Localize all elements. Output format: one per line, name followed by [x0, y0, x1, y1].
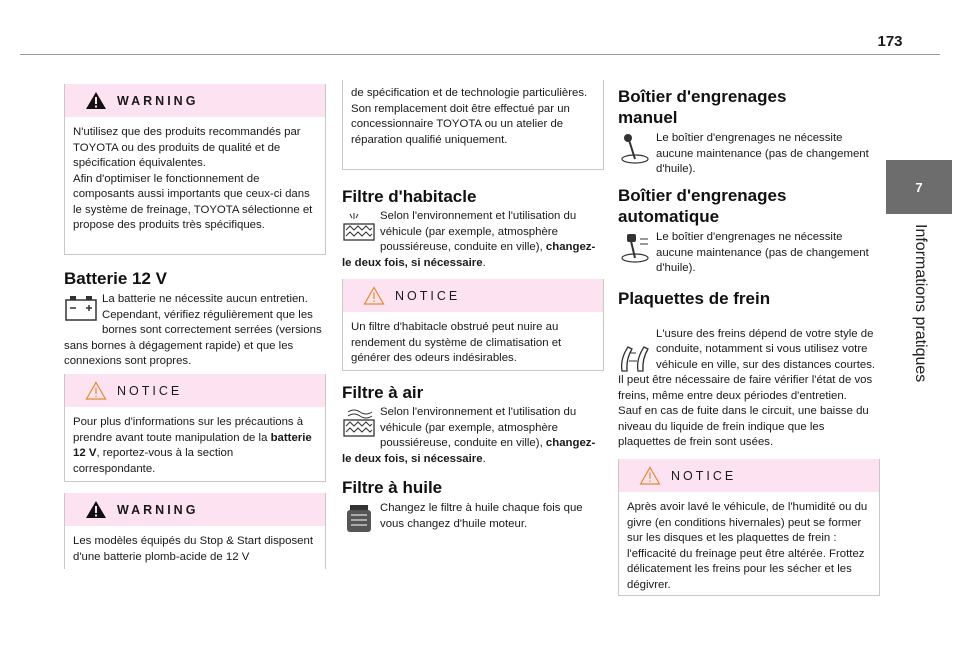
- warning-title: WARNING: [117, 502, 199, 517]
- notice-text-part: , reportez-vous à la section correspondante.: [73, 447, 234, 475]
- warning-text: N'utilisez que des produits recommandés par TOYOTA ou des produits de qualité et de spécification équivalentes. Afin d'optimiser le fonctionnement de composants aussi importants que ceux-ci dans le système de freinage, TOYOTA sélectionne et propose des produits très spécifiques.: [73, 126, 313, 231]
- notice-box-brakes: [618, 459, 880, 596]
- header-divider: [20, 54, 940, 55]
- notice-text-bold: batterie 12 V: [73, 431, 312, 459]
- brake-pads-icon: [618, 328, 652, 360]
- notice-header: [343, 279, 603, 312]
- battery-paragraph: [64, 292, 326, 370]
- auto-gearbox-paragraph: [618, 230, 880, 277]
- heading-line: Boîtier d'engrenages: [618, 186, 787, 205]
- warning-box-stopstart: [64, 493, 326, 569]
- warning-box-products: [64, 84, 326, 255]
- heading-line: Boîtier d'engrenages: [618, 87, 787, 106]
- warning-text: Les modèles équipés du Stop & Start disposent d'une batterie plomb-acide de 12 V: [73, 535, 313, 563]
- air-filter-end: .: [482, 452, 486, 465]
- cabin-filter-heading: Filtre d'habitacle: [342, 187, 477, 206]
- air-filter-icon: [342, 406, 376, 438]
- auto-gearbox-heading: [618, 185, 880, 227]
- brake-pads-heading: Plaquettes de frein: [618, 289, 771, 308]
- auto-gear-lever-icon: [618, 231, 652, 263]
- warning-triangle-icon: [85, 91, 107, 110]
- cabin-filter-paragraph: [342, 209, 604, 271]
- notice-text: Après avoir lavé le véhicule, de l'humidité ou du givre (en conditions hivernales) peut se former sur les disques et les plaquettes de frein : l'efficacité du freinage peut être altérée. Frottez délicatement les freins pour les sécher et les dégivrer.: [627, 501, 868, 591]
- manual-gearbox-paragraph: [618, 131, 880, 178]
- warning-title: WARNING: [117, 93, 199, 108]
- warning-triangle-icon: [85, 500, 107, 519]
- notice-title: NOTICE: [117, 383, 183, 398]
- cabin-filter-end: .: [482, 256, 486, 269]
- notice-text-part: Pour plus d'informations sur les précautions à prendre avant toute manipulation de la: [73, 416, 304, 444]
- oil-filter-icon: [342, 502, 376, 534]
- oil-filter-paragraph: [342, 501, 604, 534]
- cabin-filter-bold: changez-le deux fois, si nécessaire: [342, 241, 596, 269]
- air-filter-paragraph: [342, 405, 604, 467]
- notice-box-cabin: [342, 279, 604, 371]
- air-filter-text: Selon l'environnement et l'utilisation du véhicule (par exemple, atmosphère poussiéreuse, conduite en ville),: [380, 406, 577, 449]
- notice-triangle-icon: [639, 466, 661, 485]
- notice-header: [619, 459, 879, 492]
- notice-triangle-icon: [85, 381, 107, 400]
- notice-header: [65, 374, 325, 407]
- notice-title: NOTICE: [395, 288, 461, 303]
- battery-icon: [64, 293, 98, 325]
- continued-text: de spécification et de technologie particulières. Son remplacement doit être effectué par un concessionnaire TOYOTA ou un atelier de réparation qualifié uniquement.: [351, 87, 588, 146]
- air-filter-bold: changez-le deux fois, si nécessaire: [342, 437, 596, 465]
- heading-line: manuel: [618, 108, 678, 127]
- cabin-filter-icon: [342, 210, 376, 242]
- battery-heading: Batterie 12 V: [64, 269, 167, 288]
- warning-box-continued: [342, 80, 604, 170]
- gear-lever-icon: [618, 132, 652, 164]
- auto-gearbox-text: Le boîtier d'engrenages ne nécessite aucune maintenance (pas de changement d'huile).: [656, 231, 869, 274]
- warning-header: [65, 84, 325, 117]
- brake-pads-paragraph: [618, 311, 880, 451]
- notice-triangle-icon: [363, 286, 385, 305]
- heading-line: automatique: [618, 207, 720, 226]
- manual-gearbox-text: Le boîtier d'engrenages ne nécessite aucune maintenance (pas de changement d'huile).: [656, 132, 869, 175]
- notice-box-battery: [64, 374, 326, 482]
- chapter-tab[interactable]: 7: [886, 160, 952, 214]
- cabin-filter-text: Selon l'environnement et l'utilisation du véhicule (par exemple, atmosphère poussiéreuse, conduite en ville),: [380, 210, 577, 253]
- warning-header: [65, 493, 325, 526]
- manual-gearbox-heading: [618, 86, 880, 128]
- chapter-title: Informations pratiques: [912, 224, 929, 383]
- page-number: 173: [877, 33, 903, 50]
- oil-filter-heading: Filtre à huile: [342, 478, 443, 497]
- oil-filter-text: Changez le filtre à huile chaque fois que vous changez d'huile moteur.: [380, 502, 583, 530]
- notice-title: NOTICE: [671, 468, 737, 483]
- air-filter-heading: Filtre à air: [342, 383, 424, 402]
- battery-text: La batterie ne nécessite aucun entretien. Cependant, vérifiez régulièrement que les bornes sont correctement serrées (versions sans bornes à dégagement rapide) et que les connexions sont propres.: [64, 293, 322, 367]
- brake-pads-text: L'usure des freins dépend de votre style de conduite, notamment si vous utilisez votre véhicule en ville, sur des distances courtes. Il peut être nécessaire de faire vérifier l'état de vos freins, même entre deux périodes d'entretien. Sauf en cas de fuite dans le circuit, une baisse du niveau du liquide de frein indique que les plaquettes de frein sont usées.: [618, 327, 876, 448]
- notice-text: Un filtre d'habitacle obstrué peut nuire au rendement du système de climatisation et générer des odeurs indésirables.: [351, 321, 562, 364]
- notice-text: [65, 407, 325, 485]
